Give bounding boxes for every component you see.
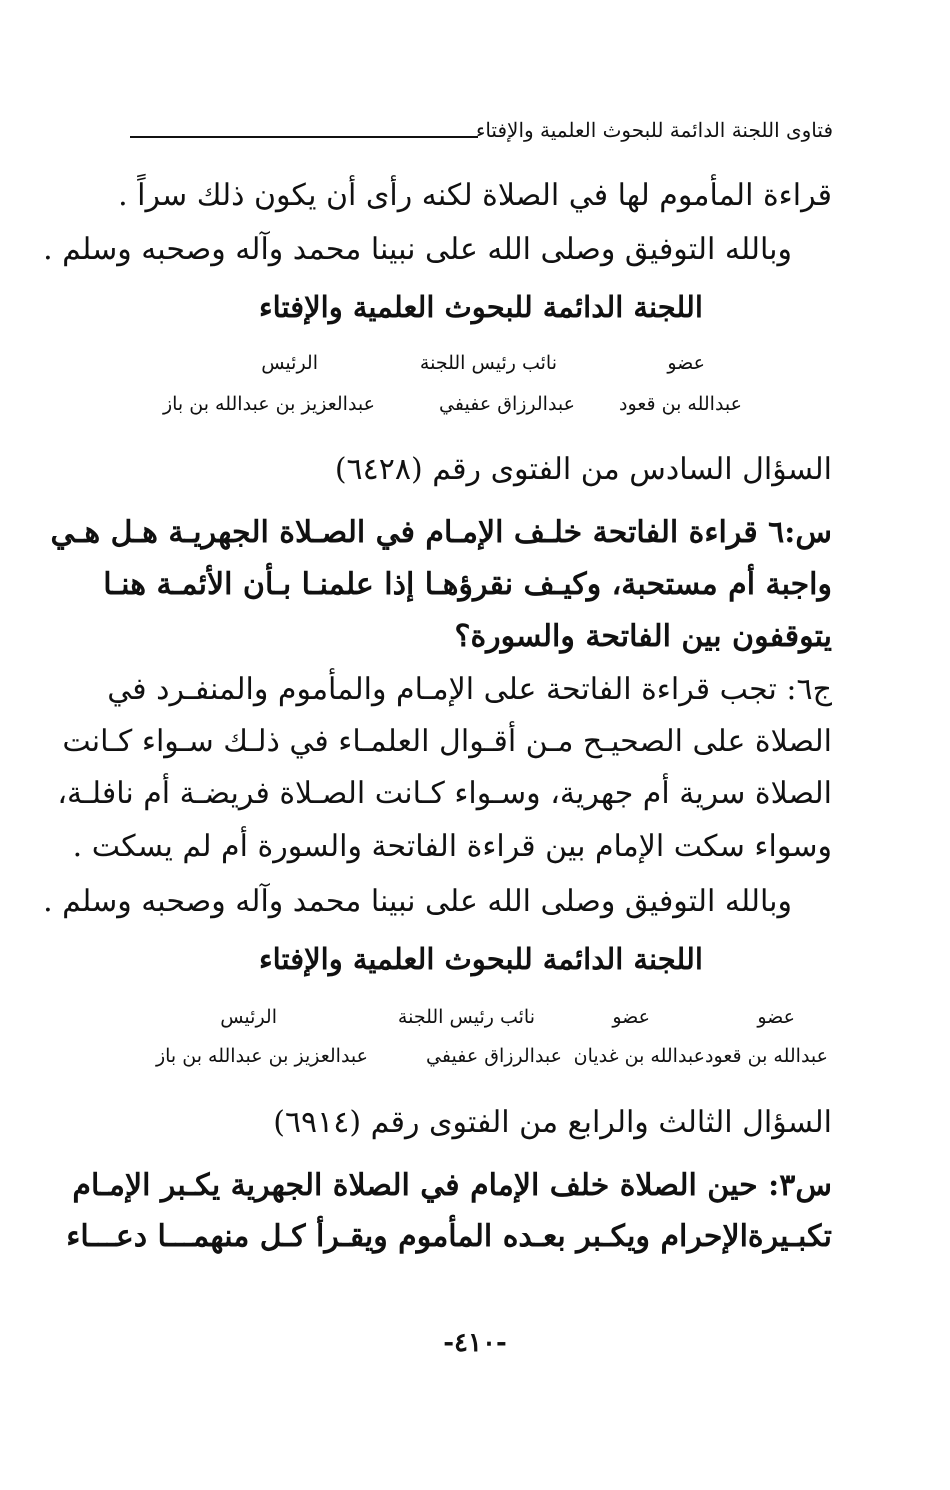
- name-chair: عبدالعزيز بن عبدالله بن باز: [155, 1045, 368, 1067]
- name-member-1: عبدالله بن قعود: [705, 1045, 828, 1067]
- answer-line: الصلاة سرية أم جهرية، وسـواء كـانت الصـلاة فريضـة أم نافلـة،: [57, 776, 832, 811]
- question-line: س:٦ قراءة الفاتحة خلـف الإمـام في الصـلاة الجهريـة هـل هـي: [50, 515, 832, 550]
- name-deputy: عبدالرزاق عفيفي: [426, 1045, 562, 1067]
- header-rule: [130, 136, 478, 138]
- question-line: س٣: حين الصلاة خلف الإمام في الصلاة الجهرية يكـبر الإمـام: [72, 1168, 832, 1203]
- name-member: عبدالله بن قعود: [619, 393, 742, 415]
- name-member-2: عبدالله بن غديان: [573, 1045, 705, 1067]
- question-line: يتوقفون بين الفاتحة والسورة؟: [454, 619, 832, 654]
- role-deputy: نائب رئيس اللجنة: [419, 352, 557, 374]
- role-chair: الرئيس: [261, 352, 318, 374]
- role-member: عضو: [667, 352, 705, 374]
- question-line: واجبة أم مستحبة، وكيـف نقرؤهـا إذا علمنـا بـأن الأئمـة هنـا: [103, 567, 832, 602]
- fatwa-heading: السؤال السادس من الفتوى رقم (٦٤٢٨): [334, 452, 832, 487]
- page-number: -٤١٠-: [443, 1328, 507, 1358]
- role-member-2: عضو: [612, 1006, 650, 1028]
- role-chair: الرئيس: [220, 1006, 277, 1028]
- question-line: تكبـيرةالإحرام ويكـبر بعـده المأموم ويقـرأ كـل منهمـــا دعـــاء: [66, 1219, 832, 1254]
- answer-line: الصلاة على الصحيـح مـن أقـوال العلمـاء في ذلـك سـواء كـانت: [62, 724, 832, 759]
- role-deputy: نائب رئيس اللجنة: [397, 1006, 535, 1028]
- text-line: قراءة المأموم لها في الصلاة لكنه رأى أن يكون ذلك سراً .: [118, 178, 832, 213]
- role-member-1: عضو: [757, 1006, 795, 1028]
- name-chair: عبدالعزيز بن عبدالله بن باز: [162, 393, 375, 415]
- name-deputy: عبدالرزاق عفيفي: [439, 393, 575, 415]
- answer-line: وسواء سكت الإمام بين قراءة الفاتحة والسورة أم لم يسكت .: [72, 829, 832, 864]
- closing-line: وبالله التوفيق وصلى الله على نبينا محمد وآله وصحبه وسلم .: [43, 884, 792, 919]
- fatwa-heading: السؤال الثالث والرابع من الفتوى رقم (٦٩١٤): [273, 1105, 832, 1140]
- committee-title: اللجنة الدائمة للبحوث العلمية والإفتاء: [259, 290, 703, 324]
- header-title: فتاوى اللجنة الدائمة للبحوث العلمية والإفتاء: [475, 118, 833, 142]
- committee-title: اللجنة الدائمة للبحوث العلمية والإفتاء: [259, 942, 703, 976]
- closing-line: وبالله التوفيق وصلى الله على نبينا محمد وآله وصحبه وسلم .: [43, 232, 792, 267]
- answer-line: ج٦: تجب قراءة الفاتحة على الإمـام والمأموم والمنفـرد في: [107, 672, 832, 707]
- running-header: [130, 118, 833, 148]
